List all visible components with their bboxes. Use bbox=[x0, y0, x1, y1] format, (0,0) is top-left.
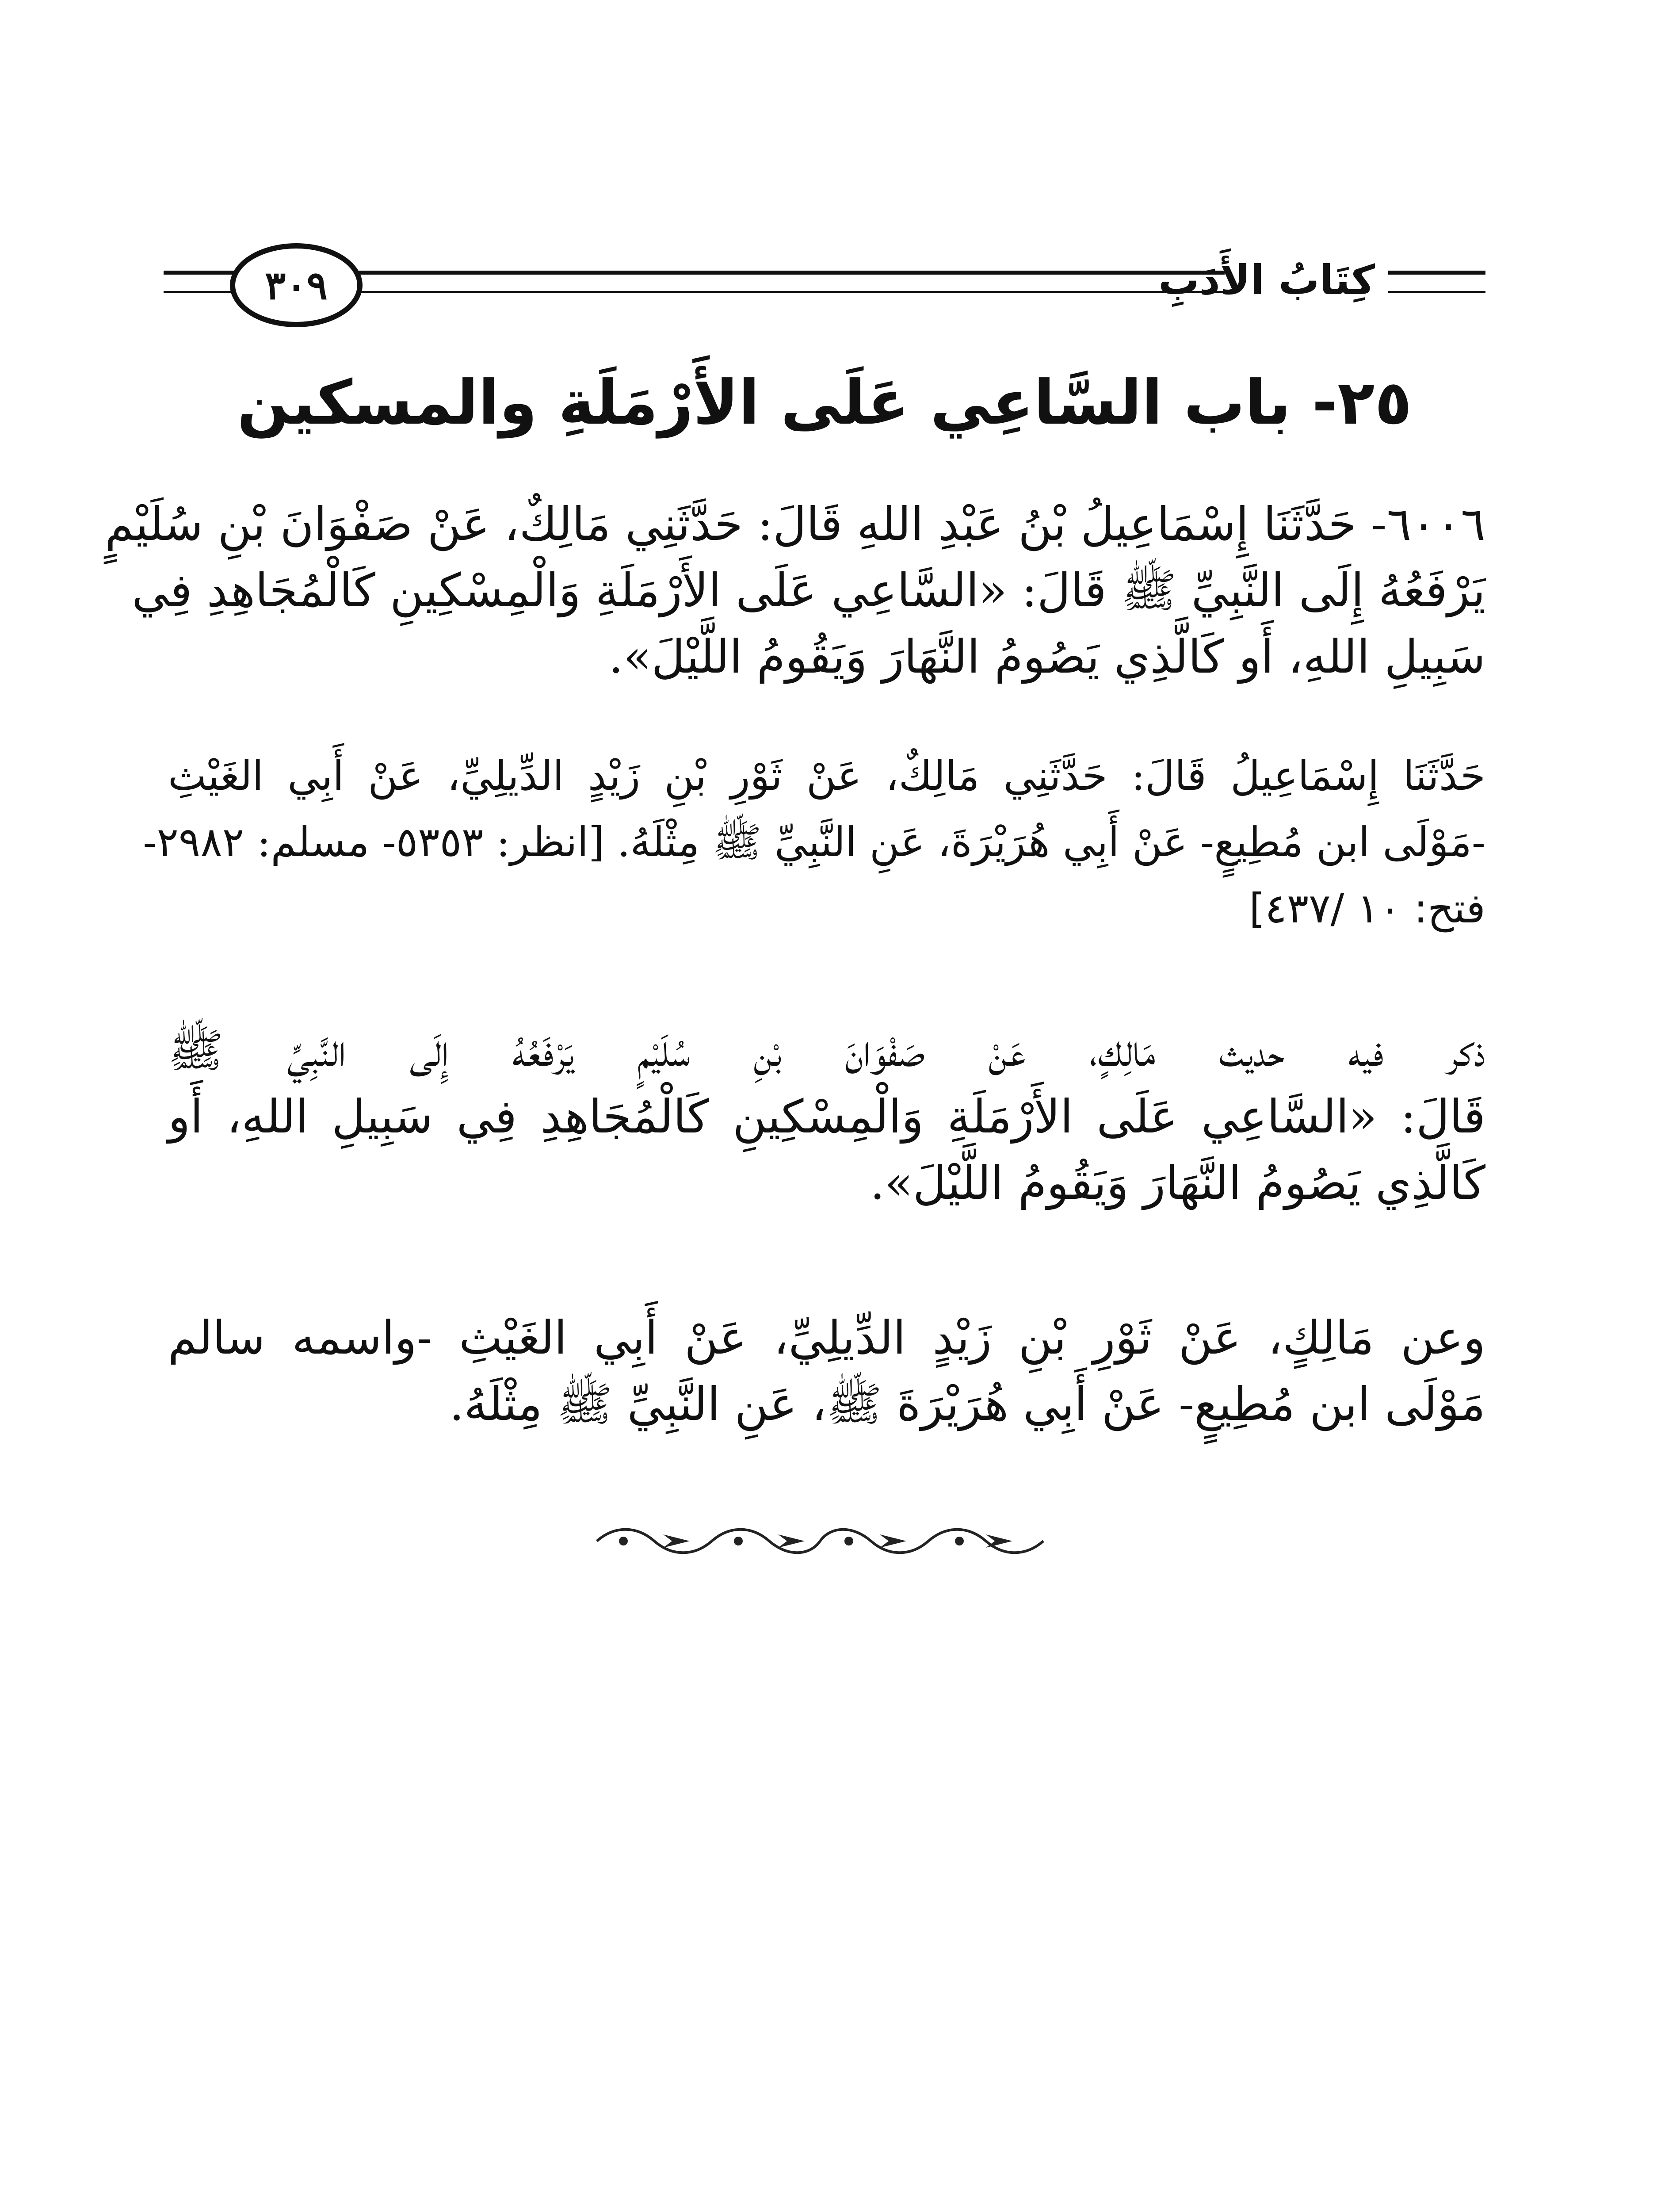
header-rule-right-bottom bbox=[1388, 291, 1485, 293]
second-chain-text bbox=[143, 743, 1485, 942]
header-rule-right-top bbox=[1388, 271, 1485, 275]
hadith-line: يَرْفَعُهُ إِلَى النَّبِيِّ ﷺ قَالَ: «السَّاعِي عَلَى الأَرْمَلَةِ وَالْمِسْكِينِ كَالْمُجَاهِدِ فِي bbox=[132, 563, 1485, 617]
hadith-text bbox=[105, 491, 1485, 690]
chapter-title: ٢٥- باب السَّاعِي عَلَى الأَرْمَلَةِ والمسكين bbox=[237, 367, 1412, 438]
book-title: كِتَابُ الأَدَبِ bbox=[1158, 256, 1375, 304]
hadith-line: ٦٠٠٦- حَدَّثَنَا إِسْمَاعِيلُ بْنُ عَبْدِ اللهِ قَالَ: حَدَّثَنِي مَالِكٌ، عَنْ صَفْوَانَ بْنِ سُلَيْمٍ bbox=[105, 497, 1485, 551]
commentary-paragraph-2 bbox=[168, 1304, 1485, 1437]
decorative-divider-icon bbox=[588, 1521, 1052, 1561]
header-rule-left-bottom bbox=[164, 291, 234, 293]
chain-line: -مَوْلَى ابن مُطِيعٍ- عَنْ أَبِي هُرَيْرَةَ، عَنِ النَّبِيِّ ﷺ مِثْلَهُ. [انظر: ٥٣٥٣- مسلم: ٢٩٨٢- bbox=[143, 819, 1485, 866]
page-number: ٣٠٩ bbox=[265, 262, 328, 308]
header-rule-left-top bbox=[164, 271, 234, 275]
hadith-line: سَبِيلِ اللهِ، أَو كَالَّذِي يَصُومُ النَّهَارَ وَيَقُومُ اللَّيْلَ». bbox=[608, 630, 1485, 684]
page-header bbox=[164, 239, 1485, 336]
commentary-line: مَوْلَى ابن مُطِيعٍ- عَنْ أَبِي هُرَيْرَةَ ﷺ، عَنِ النَّبِيِّ ﷺ مِثْلَهُ. bbox=[449, 1377, 1485, 1431]
page-number-badge bbox=[230, 243, 363, 327]
header-rule-main-top bbox=[358, 271, 1225, 275]
commentary-line: وعن مَالِكٍ، عَنْ ثَوْرِ بْنِ زَيْدٍ الدِّيلِيِّ، عَنْ أَبِي الغَيْثِ -واسمه سالم bbox=[168, 1311, 1485, 1365]
commentary-line: ذكر فيه حديث مَالِكٍ، عَنْ صَفْوَانَ بْنِ سُلَيْمٍ يَرْفَعُهُ إِلَى النَّبِيِّ ﷺ bbox=[168, 1023, 1485, 1077]
header-rule-main-bottom bbox=[358, 291, 1225, 293]
reference-line: فتح: ١٠ /٤٣٧] bbox=[1249, 885, 1485, 932]
commentary-line: كَالَّذِي يَصُومُ النَّهَارَ وَيَقُومُ اللَّيْلَ». bbox=[870, 1156, 1485, 1210]
commentary-line: قَالَ: «السَّاعِي عَلَى الأَرْمَلَةِ وَالْمِسْكِينِ كَالْمُجَاهِدِ فِي سَبِيلِ اللهِ، أَو bbox=[168, 1090, 1485, 1144]
commentary-paragraph-1 bbox=[168, 1017, 1485, 1216]
chain-line: حَدَّثَنَا إِسْمَاعِيلُ قَالَ: حَدَّثَنِي مَالِكٌ، عَنْ ثَوْرِ بْنِ زَيْدٍ الدِّيلِيِّ، عَنْ أَبِي الغَيْثِ bbox=[168, 752, 1485, 799]
